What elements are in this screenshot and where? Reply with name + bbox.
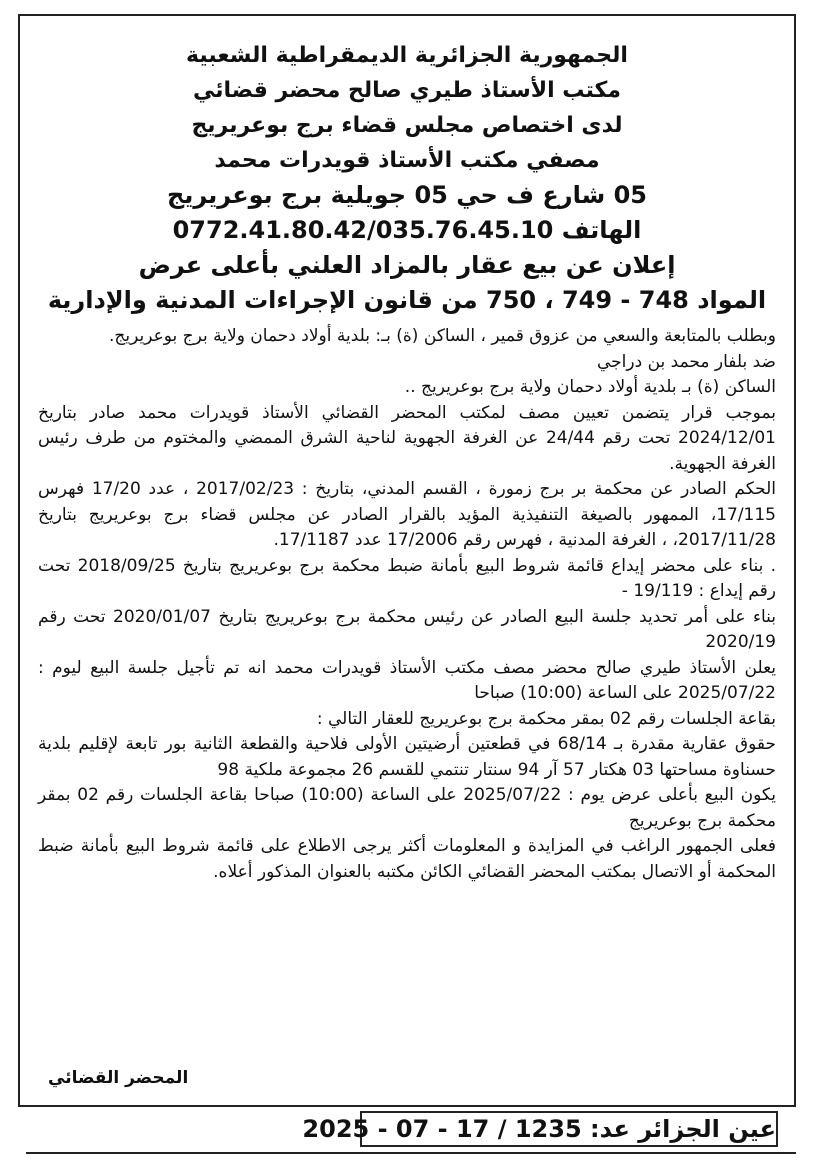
legal-notice <box>18 14 796 1107</box>
sale-paragraph: يكون البيع بأعلى عرض يوم : 2025/07/22 على الساعة (10:00) صباحا بقاعة الجلسات رقم 02 بمقر محكمة برج بوعريريج <box>38 785 776 831</box>
notice-header <box>20 16 794 318</box>
hall-paragraph: بقاعة الجلسات رقم 02 بمقر محكمة برج بوعريريج للعقار التالي : <box>316 708 776 729</box>
country-title: الجمهورية الجزائرية الديمقراطية الشعبية <box>186 43 628 68</box>
address: 05 شارع ف حي 05 جويلية برج بوعريريج <box>167 181 647 209</box>
plaintiff-paragraph: وبطلب بالمتابعة والسعي من عزوق قمير ، الساكن (ة) بـ: بلدية أولاد دحمان ولاية برج بوعريريج. <box>109 326 776 346</box>
divider <box>26 1152 796 1154</box>
jurisdiction: لدى اختصاص مجلس قضاء برج بوعريريج <box>191 113 623 138</box>
judgment-paragraph: الحكم الصادر عن محكمة بر برج زمورة ، القسم المدني، بتاريخ : 2017/02/23 ، عدد 17/20 فهرس 17/115، الممهور بالصيغة التنفيذية المؤيد بالقرار الصادر عن مجلس قضاء برج بوعريريج بتاريخ 2017/11/28، ، الغرفة المدنية ، فهرس رقم 17/2006 عدد 17/1187. <box>38 479 776 550</box>
notice-title: إعلان عن بيع عقار بالمزاد العلني بأعلى عرض <box>138 251 676 279</box>
liquidator: مصفي مكتب الأستاذ قويدرات محمد <box>214 148 600 173</box>
signature: المحضر القضائي <box>48 1068 189 1088</box>
defendant-line: ضد بلفار محمد بن دراجي <box>596 351 776 372</box>
deposit-paragraph: . بناء على محضر إيداع قائمة شروط البيع بأمانة ضبط محكمة برج بوعريريج بتاريخ 2018/09/25 تحت رقم إيداع : 19/119 - <box>38 555 776 601</box>
publication-stamp: عين الجزائر عد: 1235 / 17 - 07 - 2025 <box>360 1111 778 1147</box>
legal-articles: المواد 748 - 749 ، 750 من قانون الإجراءات المدنية والإدارية <box>47 286 767 314</box>
office-name: مكتب الأستاذ طيري صالح محضر قضائي <box>193 78 621 103</box>
property-paragraph: حقوق عقارية مقدرة بـ 68/14 في قطعتين أرضيتين الأولى فلاحية والقطعة الثانية بور تابعة لإقليم بلدية حسناوة مساحتها 03 هكتار 57 آر 94 سنتار تنتمي للقسم 26 مجموعة ملكية 98 <box>38 734 776 780</box>
postponement-paragraph: يعلن الأستاذ طيري صالح محضر مصف مكتب الأستاذ قويدرات محمد انه تم تأجيل جلسة البيع ليوم : 2025/07/22 على الساعة (10:00) صباحا <box>38 657 776 703</box>
notice-body <box>20 318 794 885</box>
defendant-address: الساكن (ة) بـ بلدية أولاد دحمان ولاية برج بوعريريج .. <box>404 377 776 397</box>
session-order-paragraph: بناء على أمر تحديد جلسة البيع الصادر عن رئيس محكمة برج بوعريريج بتاريخ 2020/01/07 تحت رقم 2020/19 <box>38 606 776 652</box>
phone: الهاتف 0772.41.80.42/035.76.45.10 <box>172 216 642 244</box>
public-info-paragraph: فعلى الجمهور الراغب في المزايدة و المعلومات أكثر يرجى الاطلاع على قائمة شروط البيع بأمانة ضبط المحكمة أو الاتصال بمكتب المحضر القضائي الكائن مكتبه بالعنوان المذكور أعلاه. <box>38 836 776 882</box>
appointment-paragraph: بموجب قرار يتضمن تعيين مصف لمكتب المحضر القضائي الأستاذ قويدرات محمد صادر بتاريخ 2024/12/01 تحت رقم 24/44 عن الغرفة الجهوية لناحية الشرق الممضي والمختوم من طرف رئيس الغرفة الجهوية. <box>38 402 776 474</box>
